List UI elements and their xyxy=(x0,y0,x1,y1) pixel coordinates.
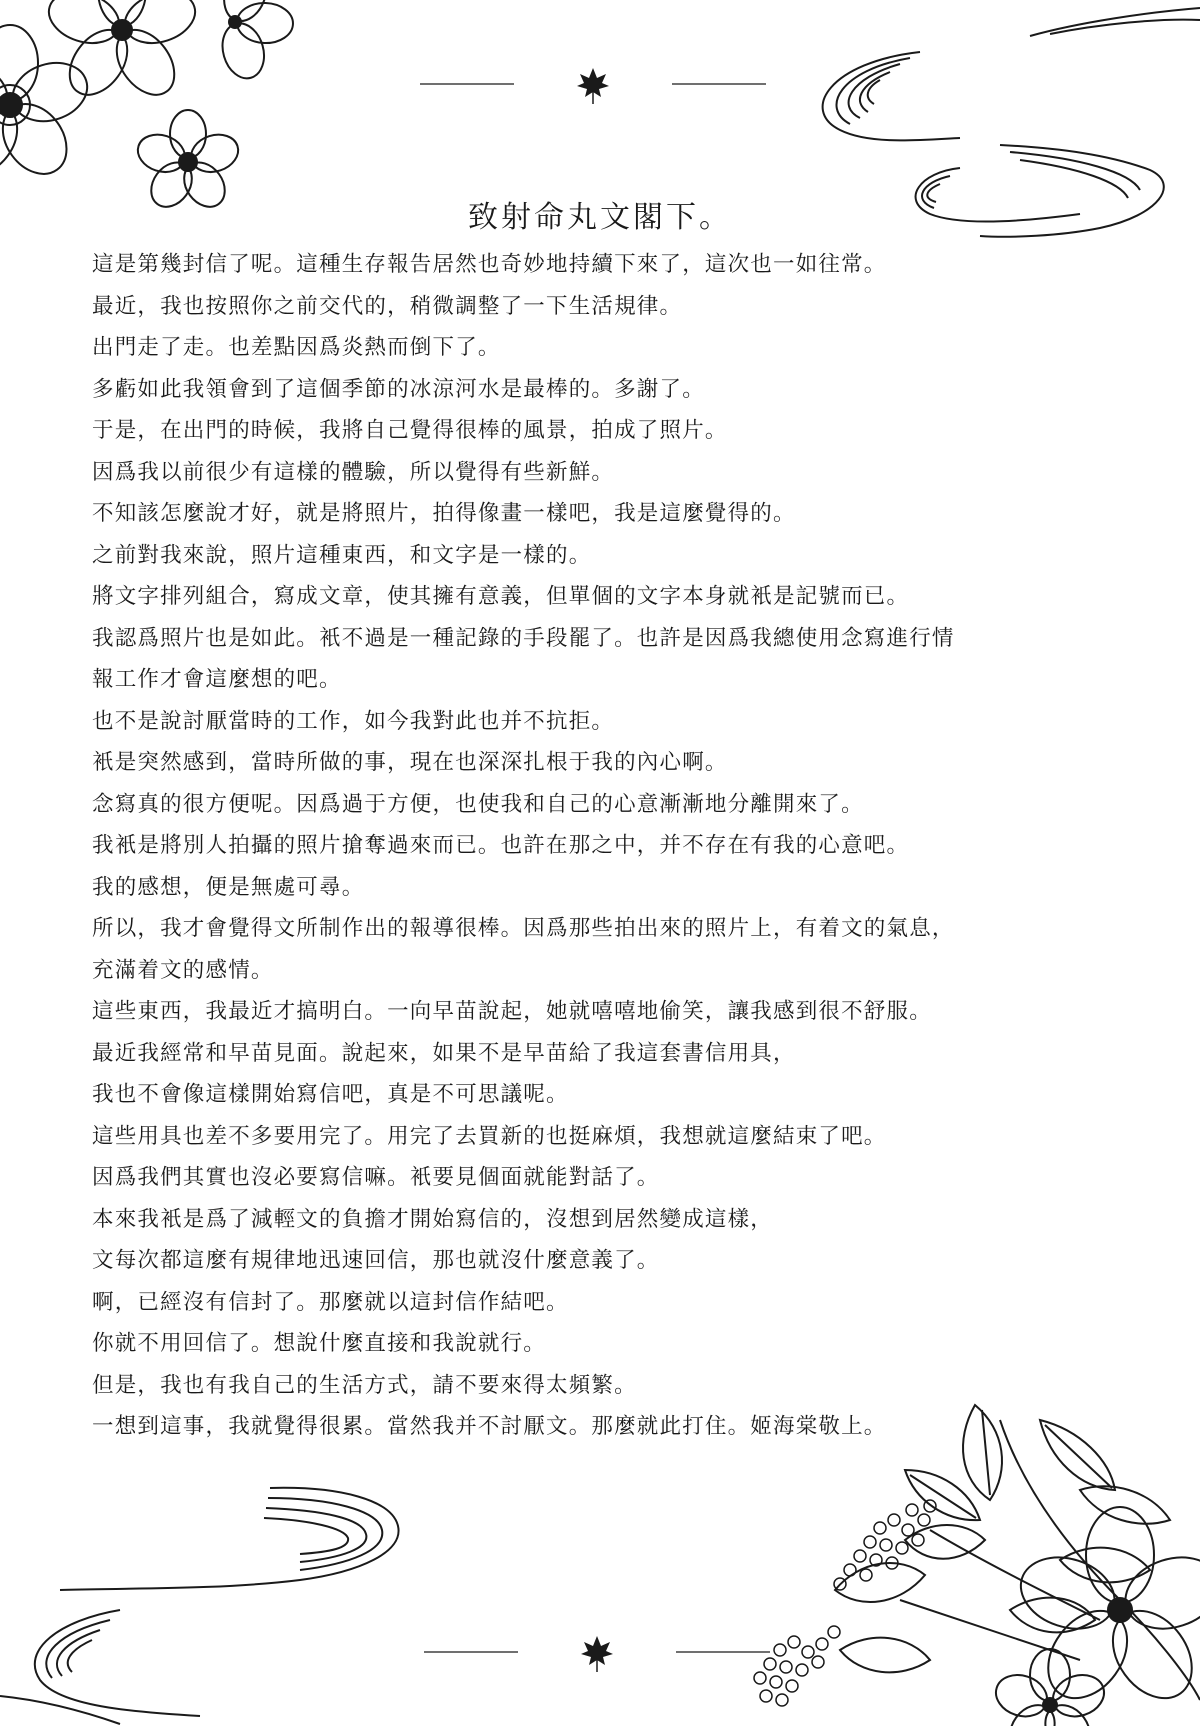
letter-line: 一想到這事，我就覺得很累。當然我并不討厭文。那麼就此打住。姬海棠敬上。 xyxy=(92,1414,887,1439)
letter-line: 因爲我以前很少有這樣的體驗，所以覺得有些新鮮。 xyxy=(92,459,615,485)
letter-line: 報工作才會這麼想的吧。 xyxy=(92,667,342,692)
letter-line: 這是第幾封信了呢。這種生存報告居然也奇妙地持續下來了，這次也一如往常。 xyxy=(92,252,887,277)
letter-line: 我也不會像這樣開始寫信吧，真是不可思議呢。 xyxy=(92,1082,569,1107)
letter-line: 文每次都這麼有規律地迅速回信，那也就沒什麼意義了。 xyxy=(92,1248,660,1273)
maple-leaf-icon xyxy=(581,1636,613,1672)
letter-body xyxy=(92,244,1022,1448)
cherry-blossom-icon xyxy=(0,0,294,215)
letter-title: 致射命丸文閣下。 xyxy=(468,200,732,236)
letter-line: 這些用具也差不多要用完了。用完了去買新的也挺麻煩，我想就這麼結束了吧。 xyxy=(92,1123,887,1149)
nandina-plant-icon xyxy=(754,1405,1200,1726)
letter-line: 因爲我們其實也沒必要寫信嘛。衹要見個面就能對話了。 xyxy=(92,1165,660,1190)
letter-line: 最近，我也按照你之前交代的，稍微調整了一下生活規律。 xyxy=(92,293,683,319)
letter-line: 我的感想，便是無處可尋。 xyxy=(92,874,365,900)
letter-line: 我衹是將別人拍攝的照片搶奪過來而已。也許在那之中，并不存在有我的心意吧。 xyxy=(92,833,910,858)
letter-line: 于是，在出門的時候，我將自己覺得很棒的風景，拍成了照片。 xyxy=(92,418,728,443)
letter-line: 不知該怎麼說才好，就是將照片，拍得像畫一樣吧，我是這麼覺得的。 xyxy=(92,501,796,526)
letter-line: 最近我經常和早苗見面。說起來，如果不是早苗給了我這套書信用具， xyxy=(92,1040,796,1066)
letter-line: 你就不用回信了。想說什麼直接和我說就行。 xyxy=(92,1331,547,1356)
letter-line: 念寫真的很方便呢。因爲過于方便，也使我和自己的心意漸漸地分離開來了。 xyxy=(92,791,864,817)
letter-line: 但是，我也有我自己的生活方式，請不要來得太頻繁。 xyxy=(92,1372,637,1398)
letter-line: 多虧如此我領會到了這個季節的冰涼河水是最棒的。多謝了。 xyxy=(92,376,705,402)
letter-line: 將文字排列組合，寫成文章，使其擁有意義，但單個的文字本身就衹是記號而已。 xyxy=(92,584,910,609)
letter-line: 我認爲照片也是如此。衹不過是一種記錄的手段罷了。也許是因爲我總使用念寫進行情 xyxy=(92,625,955,651)
letter-line: 也不是說討厭當時的工作，如今我對此也并不抗拒。 xyxy=(92,708,615,734)
letter-line: 出門走了走。也差點因爲炎熱而倒下了。 xyxy=(92,335,501,360)
maple-leaf-icon xyxy=(577,68,609,104)
letter-line: 所以，我才會覺得文所制作出的報導很棒。因爲那些拍出來的照片上，有着文的氣息， xyxy=(92,916,955,941)
letter-line: 之前對我來說，照片這種東西，和文字是一樣的。 xyxy=(92,542,592,568)
letter-line: 本來我衹是爲了減輕文的負擔才開始寫信的，沒想到居然變成這樣， xyxy=(92,1206,774,1232)
letter-line: 啊，已經沒有信封了。那麼就以這封信作結吧。 xyxy=(92,1289,569,1315)
letter-line: 充滿着文的感情。 xyxy=(92,957,274,983)
letter-line: 衹是突然感到，當時所做的事，現在也深深扎根于我的內心啊。 xyxy=(92,750,728,775)
wave-swirl-icon xyxy=(0,1488,399,1724)
letter-line: 這些東西，我最近才搞明白。一向早苗說起，她就嘻嘻地偷笑，讓我感到很不舒服。 xyxy=(92,999,932,1024)
